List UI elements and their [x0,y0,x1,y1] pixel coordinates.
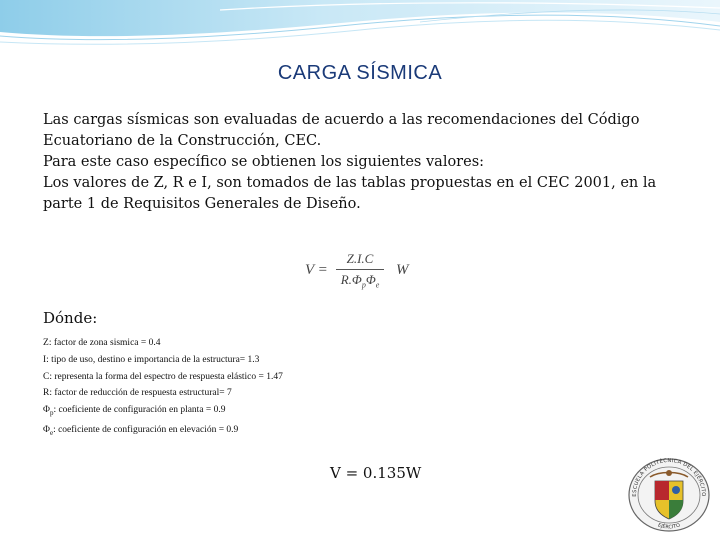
header-swoosh [0,0,720,36]
definition-text: : tipo de uso, destino e importancia de la estructura= 1.3 [46,354,260,365]
phi-symbol: Φ [365,272,376,287]
paragraph-source: Los valores de Z, R e I, son tomados de las tablas propuestas en el CEC 2001, en la parte 1 de Requisitos Generales de Diseño. [43,175,657,212]
definition-item [43,402,463,422]
definition-symbol: R [43,388,50,399]
body-text [43,110,668,215]
definition-symbol: Φ [43,424,50,435]
paragraph-values: Para este caso específico se obtienen los siguientes valores: [43,154,485,170]
slide-title: CARGA SÍSMICA [277,62,443,84]
definition-text: : coeficiente de configuración en elevación = 0.9 [53,424,239,435]
definition-text: : representa la forma del espectro de respuesta elástico = 1.47 [49,371,283,382]
formula-lhs: V = [305,262,328,278]
subscript-p: p [361,280,366,290]
definition-text: : factor de reducción de respuesta estructural= 7 [49,388,232,399]
definition-subscript: p [49,409,54,418]
fraction-bar [336,269,384,270]
paragraph-intro: Las cargas sísmicas son evaluadas de acuerdo a las recomendaciones del Código Ecuatoriano de la Construcción, CEC. [43,112,640,149]
definition-item [43,352,463,369]
formula-rhs: W [396,262,409,278]
definition-text: : coeficiente de configuración en planta = 0.9 [53,405,226,416]
definition-item [43,369,463,386]
definition-item [43,422,463,442]
definition-symbol: Φ [43,405,50,416]
definition-subscript: e [49,428,54,437]
definition-item [43,385,463,402]
donde-label: Dónde: [43,309,98,327]
formula-denominator [336,271,384,294]
definition-symbol: C [43,371,50,382]
definition-symbol: Z [43,338,49,348]
formula-numerator: Z.I.C [346,251,374,266]
subscript-e: e [375,280,380,290]
result-value: V = 0.135W [330,464,422,482]
definitions-list [43,335,463,442]
definition-symbol: I [43,354,47,365]
formula-fraction [336,250,384,294]
definition-text: : factor de zona sismica = 0.4 [48,338,161,348]
university-seal-logo [624,455,714,533]
seal-text-top: ESCUELA POLITÉCNICA DEL EJÉRCITO [631,457,707,497]
denominator-base: R.Φ [340,272,362,287]
seal-text-bottom: EJÉRCITO [657,522,681,531]
definition-item [43,335,463,352]
seismic-formula [300,250,430,300]
